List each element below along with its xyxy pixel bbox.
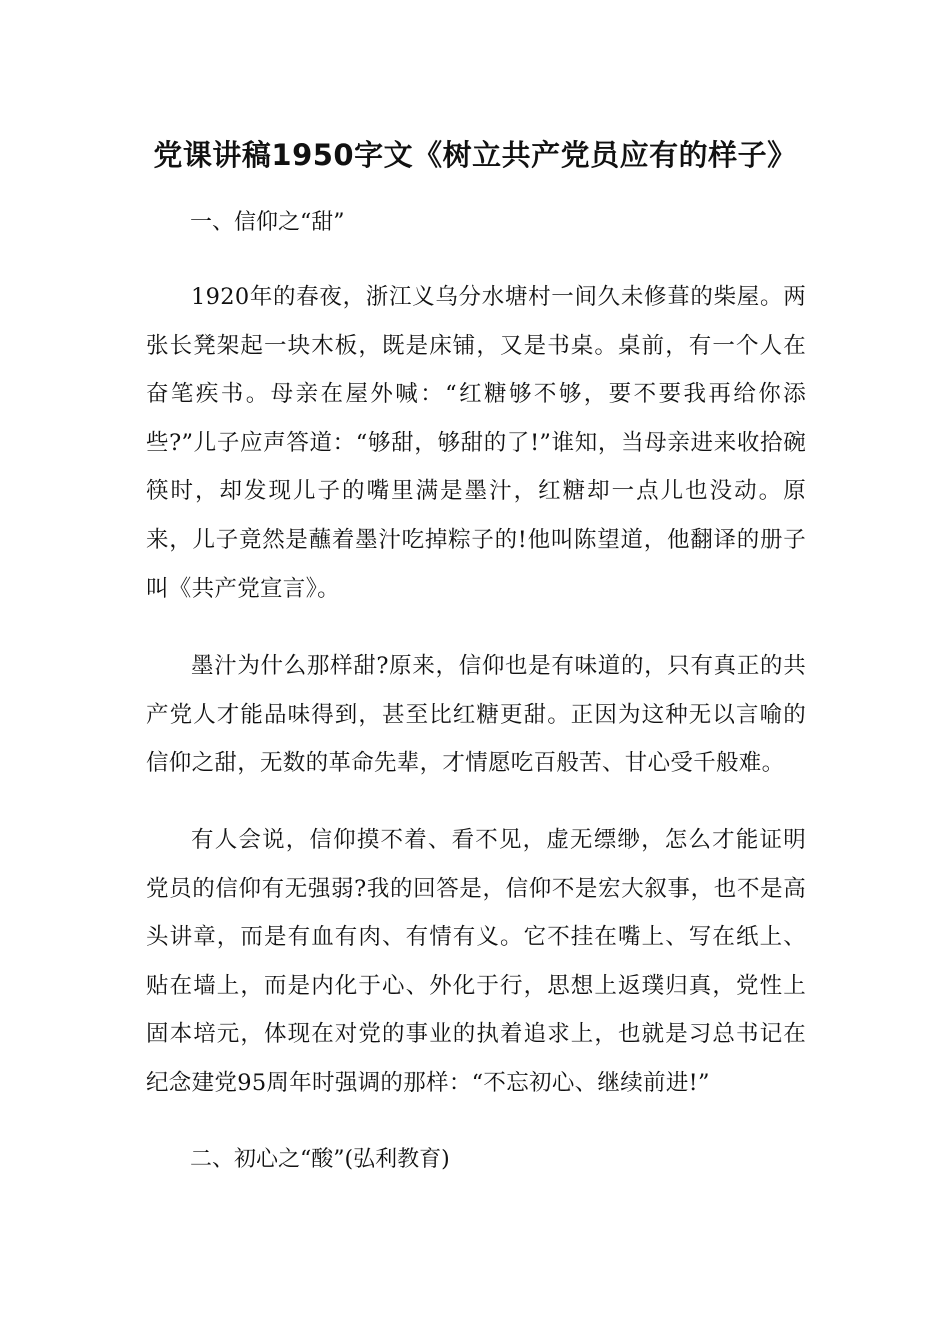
paragraph-1: 1920年的春夜，浙江义乌分水塘村一间久未修葺的柴屋。两张长凳架起一块木板，既是床铺，又是书桌。桌前，有一个人在奋笔疾书。母亲在屋外喊：“红糖够不够，要不要我再给你添些?”儿子应声答道：“够甜，够甜的了!”谁知，当母亲进来收拾碗筷时，却发现儿子的嘴里满是墨汁，红糖却一点儿也没动。原来，儿子竟然是蘸着墨汁吃掉粽子的!他叫陈望道，他翻译的册子叫《共产党宣言》。 <box>146 284 806 602</box>
paragraph-3: 有人会说，信仰摸不着、看不见，虚无缥缈，怎么才能证明党员的信仰有无强弱?我的回答是，信仰不是宏大叙事，也不是高头讲章，而是有血有肉、有情有义。它不挂在嘴上、写在纸上、贴在墙上，而是内化于心、外化于行，思想上返璞归真，党性上固本培元，体现在对党的事业的执着追求上，也就是习总书记在纪念建党95周年时强调的那样：“不忘初心、继续前进!” <box>146 827 806 1096</box>
document-title: 党课讲稿1950字文《树立共产党员应有的样子》 <box>153 138 797 172</box>
paragraph-2: 墨汁为什么那样甜?原来，信仰也是有味道的，只有真正的共产党人才能品味得到，甚至比红糖更甜。正因为这种无以言喻的信仰之甜，无数的革命先辈，才情愿吃百般苦、甘心受千般难。 <box>146 653 806 777</box>
section-heading-2: 二、初心之“酸”(弘利教育) <box>190 1147 450 1172</box>
section-heading-1: 一、信仰之“甜” <box>190 210 345 235</box>
